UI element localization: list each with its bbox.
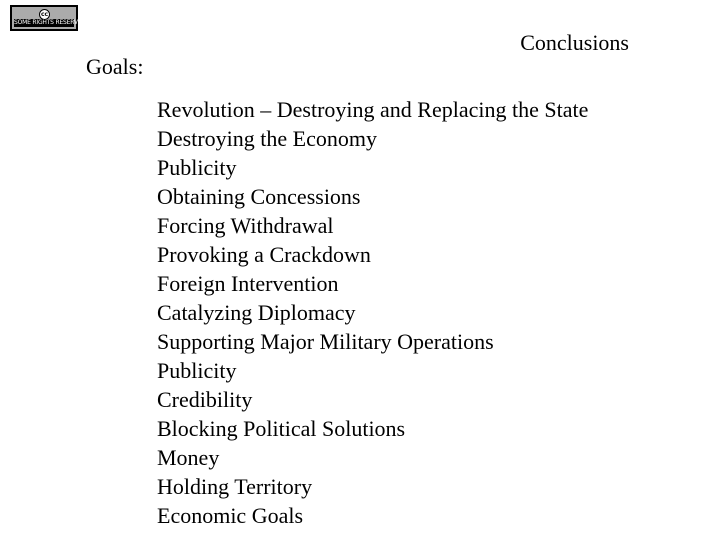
license-text: SOME RIGHTS RESERVED (14, 19, 86, 26)
goal-item: Publicity (157, 358, 237, 383)
goal-item: Revolution – Destroying and Replacing the State (157, 97, 589, 122)
goal-item: Destroying the Economy (157, 126, 377, 151)
goal-item: Publicity (157, 155, 237, 180)
goal-item: Foreign Intervention (157, 271, 339, 296)
goal-item: Credibility (157, 387, 253, 412)
goal-item: Supporting Major Military Operations (157, 329, 494, 354)
goal-list (157, 95, 588, 530)
goal-item: Forcing Withdrawal (157, 213, 334, 238)
goals-label: Goals: (86, 54, 144, 79)
goal-item: Catalyzing Diplomacy (157, 300, 356, 325)
goal-item: Holding Territory (157, 474, 313, 499)
goal-item: Obtaining Concessions (157, 184, 361, 209)
goal-item: Blocking Political Solutions (157, 416, 406, 441)
goal-item: Provoking a Crackdown (157, 242, 371, 267)
slide-title: Conclusions (520, 30, 629, 55)
goal-item: Economic Goals (157, 503, 304, 528)
creative-commons-icon: cc (40, 11, 49, 18)
goal-item: Money (157, 445, 220, 470)
creative-commons-badge[interactable] (10, 5, 86, 31)
